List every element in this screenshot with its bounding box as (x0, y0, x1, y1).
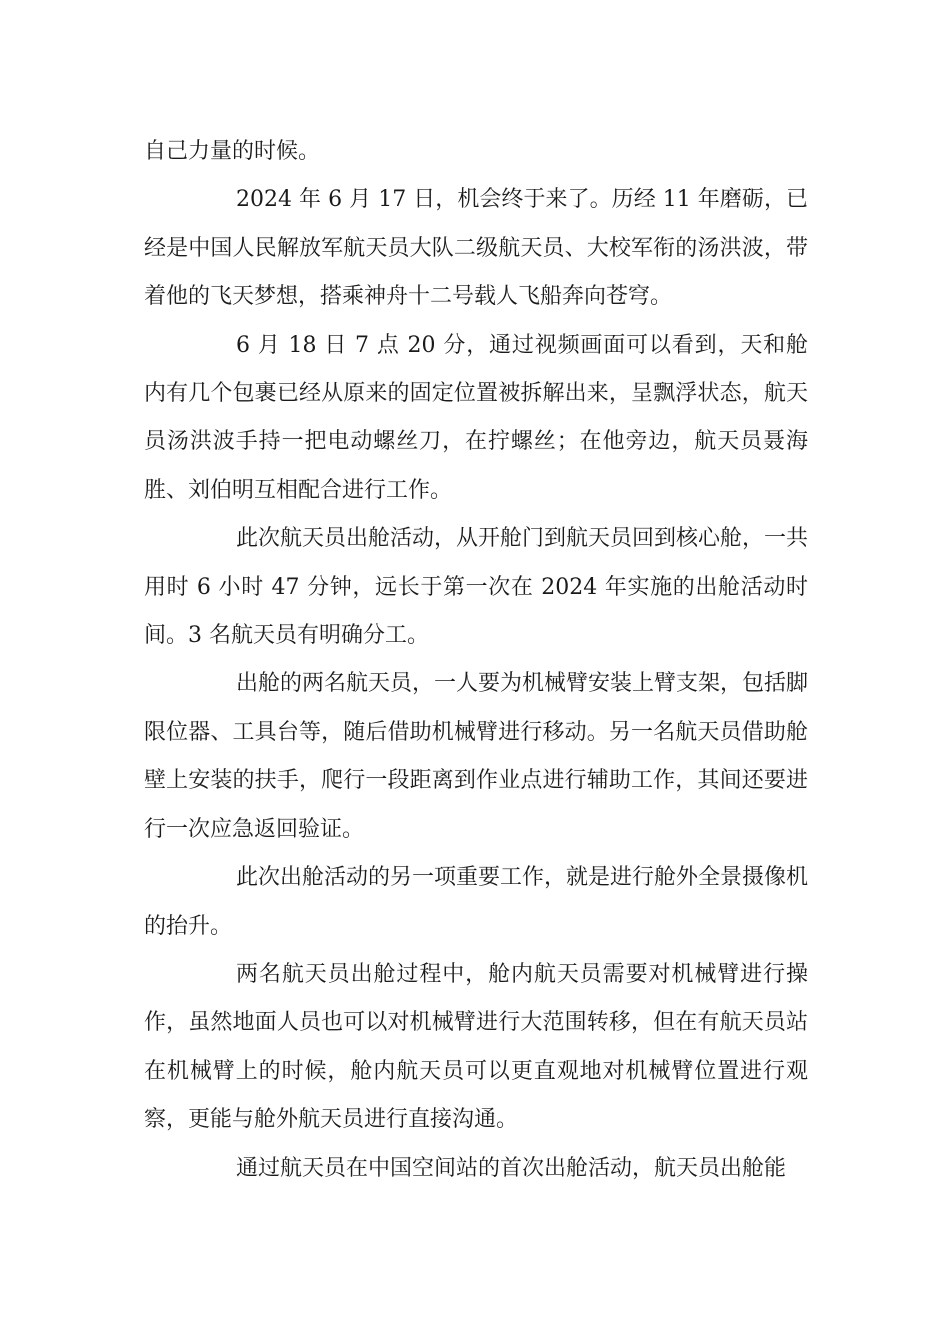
article-body (144, 128, 808, 1193)
paragraph: 通过航天员在中国空间站的首次出舱活动，航天员出舱能 (236, 1155, 787, 1181)
paragraph-continuation: 自己力量的时候。 (144, 139, 321, 164)
paragraph: 两名航天员出舱过程中，舱内航天员需要对机械臂进行操作，虽然地面人员也可以对机械臂进行大范围转移，但在有航天员站在机械臂上的时候，舱内航天员可以更直观地对机械臂位置进行观察，更能与舱外航天员进行直接沟通。 (144, 961, 808, 1133)
paragraph: 6 月 18 日 7 点 20 分，通过视频画面可以看到，天和舱内有几个包裹已经从原来的固定位置被拆解出来，呈飘浮状态，航天员汤洪波手持一把电动螺丝刀，在拧螺丝；在他旁边，航天员聂海胜、刘伯明互相配合进行工作。 (144, 332, 808, 503)
paragraph: 2024 年 6 月 17 日，机会终于来了。历经 11 年磨砺，已经是中国人民解放军航天员大队二级航天员、大校军衔的汤洪波，带着他的飞天梦想，搭乘神舟十二号载人飞船奔向苍穹。 (144, 187, 808, 310)
paragraph: 此次航天员出舱活动，从开舱门到航天员回到核心舱，一共用时 6 小时 47 分钟，远长于第一次在 2024 年实施的出舱活动时间。3 名航天员有明确分工。 (144, 526, 809, 649)
paragraph: 出舱的两名航天员，一人要为机械臂安装上臂支架，包括脚限位器、工具台等，随后借助机械臂进行移动。另一名航天员借助舱壁上安装的扶手，爬行一段距离到作业点进行辅助工作，其间还要进行一次应急返回验证。 (144, 671, 809, 842)
paragraph: 此次出舱活动的另一项重要工作，就是进行舱外全景摄像机的抬升。 (144, 865, 809, 939)
